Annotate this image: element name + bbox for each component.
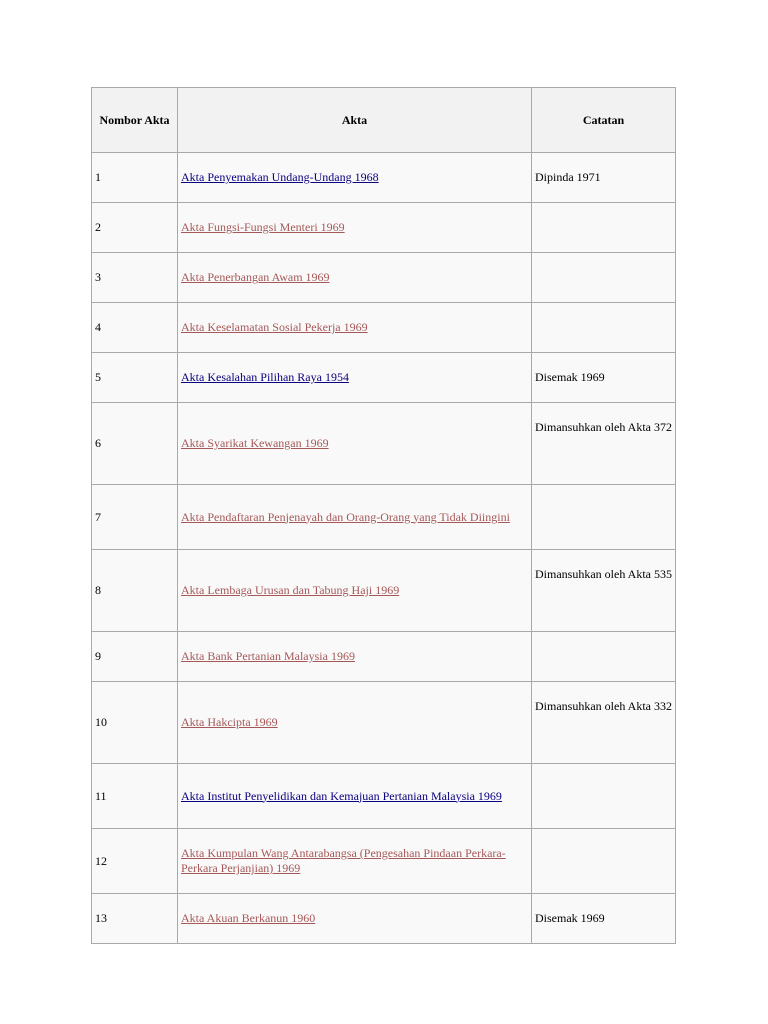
table-row	[92, 485, 676, 550]
act-link[interactable]: Akta Institut Penyelidikan dan Kemajuan Pertanian Malaysia 1969	[181, 788, 502, 803]
row-act	[178, 253, 532, 303]
row-number: 11	[92, 764, 178, 829]
row-number: 10	[92, 682, 178, 764]
act-link[interactable]: Akta Bank Pertanian Malaysia 1969	[181, 649, 355, 663]
act-link[interactable]: Akta Penyemakan Undang-Undang 1968	[181, 170, 379, 184]
row-number: 1	[92, 153, 178, 203]
row-note	[532, 632, 676, 682]
table-row	[92, 829, 676, 894]
table-row	[92, 253, 676, 303]
header-act: Akta	[178, 88, 532, 153]
row-number: 7	[92, 485, 178, 550]
row-number: 6	[92, 403, 178, 485]
table-row	[92, 550, 676, 632]
row-note	[532, 203, 676, 253]
table-row	[92, 353, 676, 403]
row-number: 9	[92, 632, 178, 682]
act-link[interactable]: Akta Hakcipta 1969	[181, 715, 278, 729]
act-link[interactable]: Akta Lembaga Urusan dan Tabung Haji 1969	[181, 583, 400, 597]
act-link[interactable]: Akta Akuan Berkanun 1960	[181, 911, 316, 925]
row-note: Disemak 1969	[532, 353, 676, 403]
row-act	[178, 550, 532, 632]
row-act	[178, 203, 532, 253]
table-row	[92, 403, 676, 485]
row-number: 2	[92, 203, 178, 253]
table-header-row	[92, 88, 676, 153]
row-note	[532, 829, 676, 894]
row-note	[532, 764, 676, 829]
table-row	[92, 682, 676, 764]
row-act	[178, 303, 532, 353]
act-link[interactable]: Akta Pendaftaran Penjenayah dan Orang-Orang yang Tidak Diingini	[181, 509, 510, 524]
act-link[interactable]: Akta Kesalahan Pilihan Raya 1954	[181, 370, 349, 384]
row-note	[532, 253, 676, 303]
row-act	[178, 894, 532, 944]
row-act	[178, 153, 532, 203]
row-number: 13	[92, 894, 178, 944]
act-link[interactable]: Akta Syarikat Kewangan 1969	[181, 436, 329, 450]
table-row	[92, 632, 676, 682]
row-act	[178, 632, 532, 682]
table-row	[92, 764, 676, 829]
row-act	[178, 353, 532, 403]
table-row	[92, 894, 676, 944]
row-number: 3	[92, 253, 178, 303]
row-note: Dimansuhkan oleh Akta 332	[532, 682, 676, 764]
row-number: 5	[92, 353, 178, 403]
acts-table	[91, 87, 676, 944]
row-note: Disemak 1969	[532, 894, 676, 944]
row-note	[532, 485, 676, 550]
table-row	[92, 153, 676, 203]
table-row	[92, 303, 676, 353]
act-link[interactable]: Akta Keselamatan Sosial Pekerja 1969	[181, 320, 368, 334]
header-number: Nombor Akta	[92, 88, 178, 153]
table-row	[92, 203, 676, 253]
header-note: Catatan	[532, 88, 676, 153]
row-act	[178, 764, 532, 829]
act-link[interactable]: Akta Kumpulan Wang Antarabangsa (Pengesahan Pindaan Perkara-Perkara Perjanjian) 1969	[181, 846, 506, 875]
row-act	[178, 403, 532, 485]
row-note: Dipinda 1971	[532, 153, 676, 203]
act-link[interactable]: Akta Penerbangan Awam 1969	[181, 270, 330, 284]
act-link[interactable]: Akta Fungsi-Fungsi Menteri 1969	[181, 220, 345, 234]
row-act	[178, 485, 532, 550]
row-act	[178, 829, 532, 894]
row-number: 12	[92, 829, 178, 894]
row-number: 8	[92, 550, 178, 632]
row-act	[178, 682, 532, 764]
row-note: Dimansuhkan oleh Akta 372	[532, 403, 676, 485]
row-number: 4	[92, 303, 178, 353]
row-note	[532, 303, 676, 353]
row-note: Dimansuhkan oleh Akta 535	[532, 550, 676, 632]
